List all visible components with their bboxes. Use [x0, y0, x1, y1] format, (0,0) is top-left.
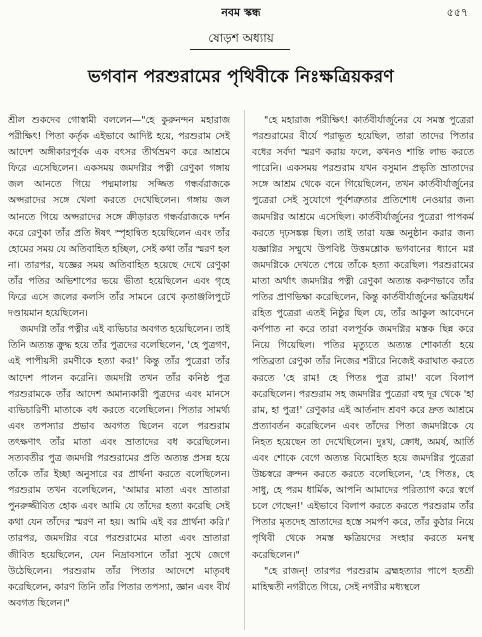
text-column-left [8, 113, 230, 633]
paragraph: শ্রীল শুকদেব গোস্বামী বললেন—"হে কুরুনন্দন মহারাজ পরীক্ষিৎ! পিতা কর্তৃক এইভাবে আদিষ্ট হয়ে, পরশুরাম সেই আদেশ অঙ্গীকারপূর্বক এক বৎসর তীর্থভ্রমণ করে আশ্রমে ফিরে এসেছিলেন। একসময় জমদগ্নির পত্নী রেণুকা গঙ্গায় জল আনতে গিয়ে পদ্মমালায় সজ্জিত গন্ধর্বরাজকে অপ্সরাদের সঙ্গে খেলা করতে দেখেছিলেন। গঙ্গায় জল আনতে গিয়ে অপ্সরাদের সঙ্গে ক্রীড়ারত গন্ধর্বরাজকে দর্শন করে রেণুকা তাঁর প্রতি ঈষৎ স্পৃহান্বিত হয়েছিলেন এবং তাঁর হোমের সময় যে অতিবাহিত হচ্ছিল, সেই কথা তাঁর স্মরণ হল না। তারপর, যজ্ঞের সময় অতিবাহিত হয়েছে দেখে রেণুকা তাঁর পতির অভিশাপের ভয়ে ভীতা হয়েছিলেন এবং গৃহে ফিরে এসে জলের কলসি তাঁর সামনে রেখে কৃতাঞ্জলিপুটে দণ্ডায়মান হয়েছিলেন। [8, 115, 230, 320]
chapter-title: ভগবান পরশুরামের পৃথিবীকে নিঃক্ষত্রিয়করণ [88, 67, 394, 87]
chapter-number: ষোড়শ অধ্যায় [208, 31, 274, 45]
page-number: ৫৫৭ [446, 6, 468, 19]
running-header-skandha: নবম স্কন্ধ [221, 6, 261, 19]
paragraph: জমদগ্নি তাঁর পত্নীর এই ব্যভিচার অবগত হয়েছিলেন। তাই তিনি অত্যন্ত ক্রুদ্ধ হয়ে তাঁর পুত্রদের বলেছিলেন, 'হে পুত্রগণ, এই পাপীয়সী রমণীকে হত্যা কর!' কিন্তু তাঁর পুত্রেরা তাঁর আদেশ পালন করেনি। জমদগ্নি তখন তাঁর কনিষ্ঠ পুত্র পরশুরামকে তাঁর আদেশ অমান্যকারী পুত্রদের এবং মানসে ব্যভিচারিণী মাতাকে বধ করতে বলেছিলেন। পিতার সামর্থ্য এবং তপস্যার প্রভাব অবগত ছিলেন বলে পরশুরাম তৎক্ষণাৎ তাঁর মাতা এবং ভ্রাতাদের বধ করেছিলেন। সত্যবতীর পুত্র জমদগ্নি পরশুরামের প্রতি অত্যন্ত প্রসন্ন হয়ে তাঁকে তাঁর ইচ্ছা অনুসারে বর প্রার্থনা করতে বলেছিলেন। পরশুরাম তখন বলেছিলেন, 'আমার মাতা এবং ভ্রাতারা পুনরুজ্জীবিত হোক এবং আমি যে তাঁদের হত্যা করেছি সেই কথা যেন তাঁদের স্মরণ না হয়। আমি এই বর প্রার্থনা করি।' তারপর, জমদগ্নির বরে পরশুরামের মাতা এবং ভ্রাতারা জীবিত হয়েছিলেন, যেন নিদ্রাবসানে তাঁরা সুখে জেগে উঠেছিলেন। পরশুরাম তাঁর পিতার আদেশে মাতৃবধ করেছিলেন, কারণ তিনি তাঁর পিতার তপস্যা, জ্ঞান এবং বীর্য অবগত ছিলেন।" [8, 324, 230, 609]
column-divider [244, 110, 245, 630]
paragraph: "হে মহারাজ পরীক্ষিৎ! কার্তবীর্যার্জুনের যে সমস্ত পুত্রেরা পরশুরামের বীর্যে পরাভূত হয়েছিল, তারা তাদের পিতার বধের সর্বদা স্মরণ করায় ফলে, কখনও শান্তি লাভ করতে পারেনি। একসময় পরশুরাম যখন বসুমান প্রভৃতি ভ্রাতাদের সঙ্গে আশ্রম থেকে বনে গিয়েছিলেন, তখন কার্তবীর্যার্জুনের পুত্রেরা সেই সুযোগে পূর্বশত্রুতার প্রতিশোধ নেওয়ার জন্য জমদগ্নির আশ্রমে এসেছিল। কার্তবীর্যার্জুনের পুত্রেরা পাপকর্ম করতে দৃঢ়সঙ্কল্প ছিল। তাই তারা যজ্ঞ অনুষ্ঠান করার জন্য যজ্ঞাগ্নির সম্মুখে উপবিষ্ট উত্তমশ্লোক ভগবানের ধ্যানে মগ্ন জমদগ্নিকে দেখতে পেয়ে তাঁকে হত্যা করেছিল। পরশুরামের মাতা অর্থাৎ জমদগ্নির পত্নী রেণুকা অত্যন্ত করুণভাবে তাঁর পতির প্রাণভিক্ষা করেছিলেন, কিন্তু কার্তবীর্যার্জুনের ক্ষত্রিয়ধর্ম রহিত পুত্রেরা এতই নিষ্ঠুর ছিল যে, তাঁর আকুল আবেদনে কর্ণপাত না করে তারা বলপূর্বক জমদগ্নির মস্তক ছিন্ন করে নিয়ে গিয়েছিল। পতির মৃত্যুতে অত্যন্ত শোকার্তা হয়ে পতিব্রতা রেণুকা তাঁর নিজের শরীরে নিজেই করাঘাত করতে করতে 'হে রাম! হে পিতঃ পুত্র রাম!' বলে বিলাপ করেছিলেন। পরশুরাম সহ জমদগ্নির পুত্রেরা বহু দূর থেকে 'হা রাম, হা পুত্র!' রেণুকার এই আর্তনাদ শ্রবণ করে দ্রুত আশ্রমে প্রত্যাবর্তন করেছিলেন এবং তাঁদের পিতা জমদগ্নিকে যে নিহত হয়েছেন তা দেখেছিলেন। দুঃখ, ক্রোধ, অমর্ষ, আর্তি এবং শোকে বেগে অত্যন্ত বিমোহিত হয়ে জমদগ্নির পুত্রেরা উচ্চস্বরে ক্রন্দন করতে করতে বলেছিলেন, 'হে পিতঃ, হে সাধু, হে পরম ধার্মিক, আপনি আমাদের পরিত্যাগ করে স্বর্গে চলে গেছেন!' এইভাবে বিলাপ করতে করতে পরশুরাম তাঁর পিতার মৃতদেহ ভ্রাতাদের হস্তে সমর্পণ করে, তাঁর কুঠার নিয়ে পৃথিবী থেকে সমস্ত ক্ষত্রিয়দের সংহার করতে মনস্থ করেছিলেন।" [252, 115, 474, 561]
paragraph: "হে রাজন্! তারপর পরশুরাম ব্রহ্মহত্যার পাপে হতশ্রী মাহিষ্মতী নগরীতে গিয়ে, সেই নগরীর মধ্যস্থলে [252, 565, 474, 593]
text-column-right [252, 113, 474, 633]
chapter-underline [190, 49, 290, 50]
